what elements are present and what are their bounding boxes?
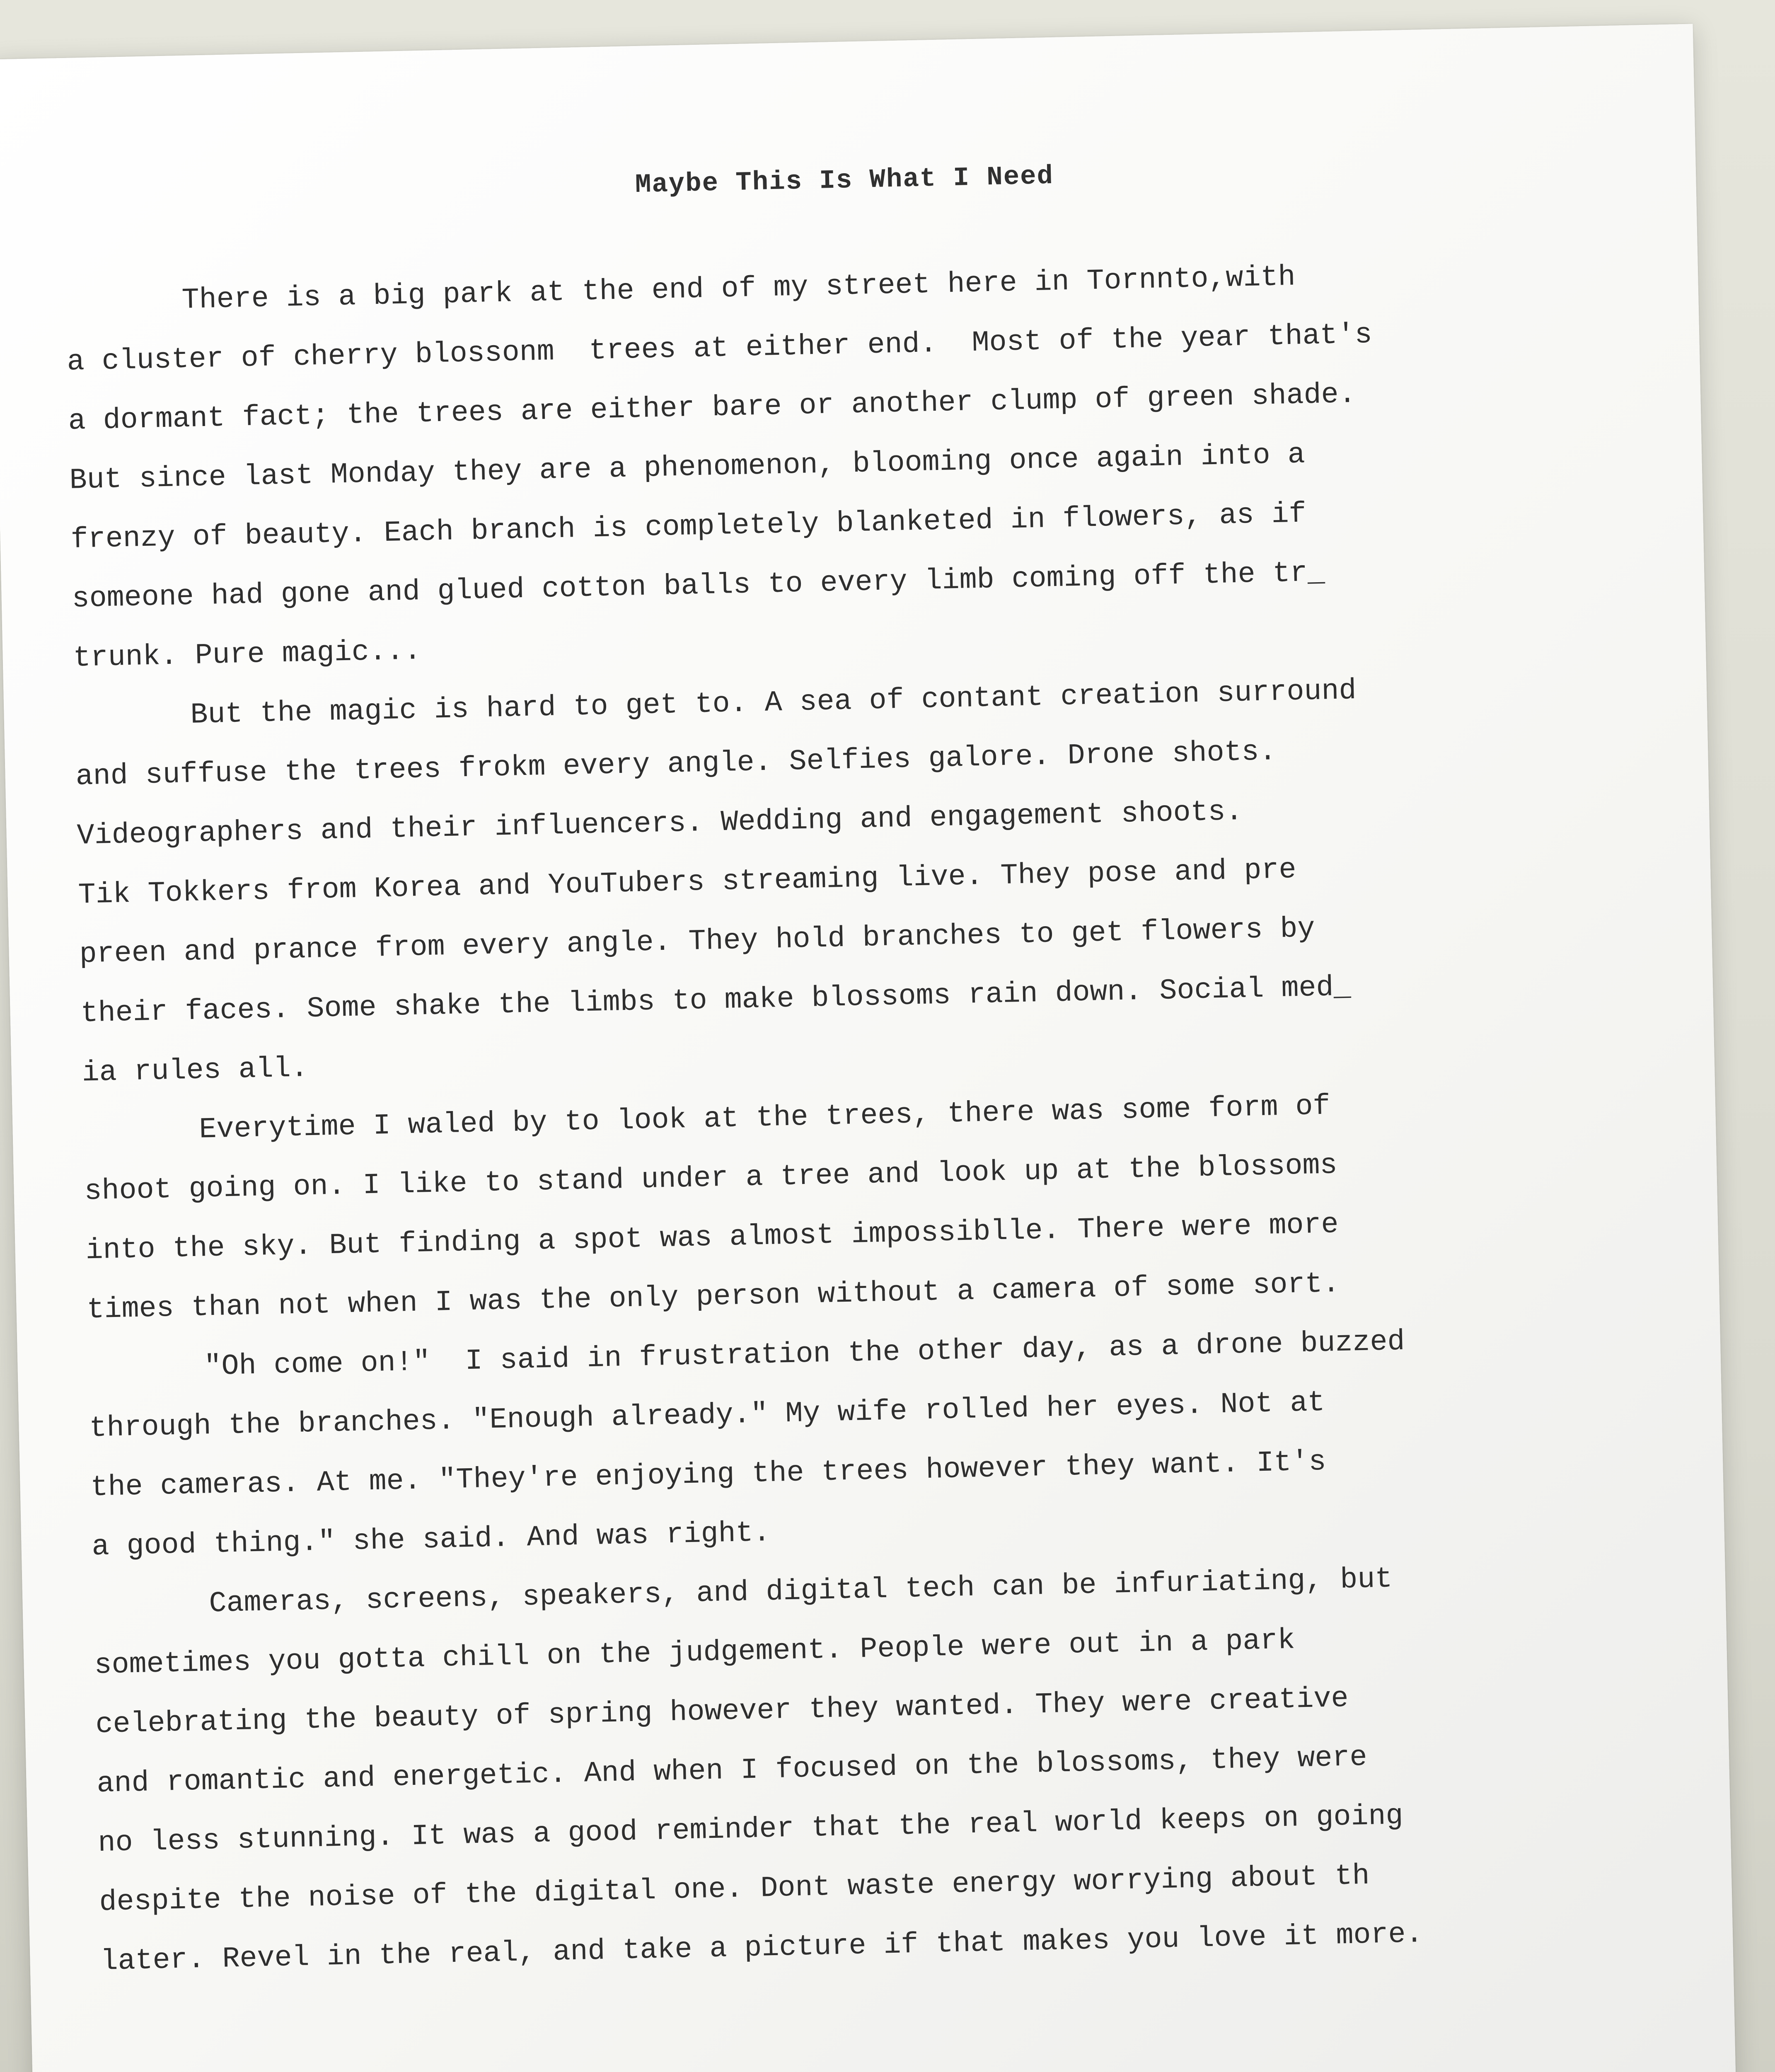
text-line: celebrating the beauty of spring however they wanted. They were creative xyxy=(95,1682,1349,1742)
text-line: someone had gone and glued cotton balls to every limb coming off the tr_ xyxy=(71,557,1325,616)
text-line: But the magic is hard to get to. A sea of contant creation surround xyxy=(190,674,1357,732)
text-line: their faces. Some shake the limbs to make blossoms rain down. Social med_ xyxy=(80,971,1352,1031)
text-line: times than not when I was the only person without a camera of some sort. xyxy=(86,1268,1340,1327)
paragraph-5 xyxy=(92,1546,1576,1992)
paragraph-3 xyxy=(82,1072,1562,1340)
text-line: preen and prance from every angle. They hold branches to get flowers by xyxy=(79,913,1316,971)
text-line: Videographers and their influencers. Wedding and engagement shoots. xyxy=(76,795,1243,853)
text-line: shoot going on. I like to stand under a tree and look up at the blossoms xyxy=(84,1149,1338,1208)
text-line: later. Revel in the real, and take a picture if that makes you love it more. xyxy=(100,1918,1424,1979)
typewritten-page xyxy=(0,24,1738,2072)
text-line: a good thing." she said. And was right. xyxy=(91,1516,771,1564)
text-line: despite the noise of the digital one. Dont waste energy worrying about th xyxy=(99,1859,1370,1920)
paragraph-4 xyxy=(87,1309,1567,1577)
text-line: Everytime I waled by to look at the trees, there was some form of xyxy=(198,1090,1331,1147)
text-line: a cluster of cherry blossonm trees at either end. Most of the year that's xyxy=(66,318,1373,379)
text-line: But since last Monday they are a phenomenon, blooming once again into a xyxy=(69,438,1306,497)
text-line: There is a big park at the end of my street here in Tornnto,with xyxy=(181,261,1296,317)
text-line: trunk. Pure magic... xyxy=(73,635,422,675)
text-line: ia rules all. xyxy=(81,1052,309,1090)
text-line: and romantic and energetic. And when I focused on the blossoms, they were xyxy=(96,1741,1368,1801)
text-line: and suffuse the trees frokm every angle. Selfies galore. Drone shots. xyxy=(75,735,1277,794)
text-line: frenzy of beauty. Each branch is completely blanketed in flowers, as if xyxy=(70,498,1307,557)
paragraph-1 xyxy=(65,242,1548,688)
text-line: into the sky. But finding a spot was almost impossiblle. There were more xyxy=(85,1208,1339,1268)
page-title: Maybe This Is What I Need xyxy=(635,161,1054,201)
paragraph-2 xyxy=(74,657,1557,1103)
text-line: Tik Tokkers from Korea and YouTubers streaming live. They pose and pre xyxy=(77,854,1297,912)
text-line: no less stunning. It was a good reminder that the real world keeps on going xyxy=(97,1800,1404,1860)
text-line: sometimes you gotta chill on the judgement. People were out in a park xyxy=(94,1624,1296,1682)
body-text xyxy=(65,242,1576,1992)
text-line: "Oh come on!" I said in frustration the other day, as a drone buzzed xyxy=(203,1325,1405,1384)
text-line: a dormant fact; the trees are either bare or another clump of green shade. xyxy=(68,378,1357,438)
text-line: through the branches. "Enough already." My wife rolled her eyes. Not at xyxy=(89,1386,1325,1445)
text-line: Cameras, screens, speakers, and digital tech can be infuriating, but xyxy=(208,1563,1393,1621)
text-line: the cameras. At me. "They're enjoying the trees however they want. It's xyxy=(90,1445,1327,1505)
